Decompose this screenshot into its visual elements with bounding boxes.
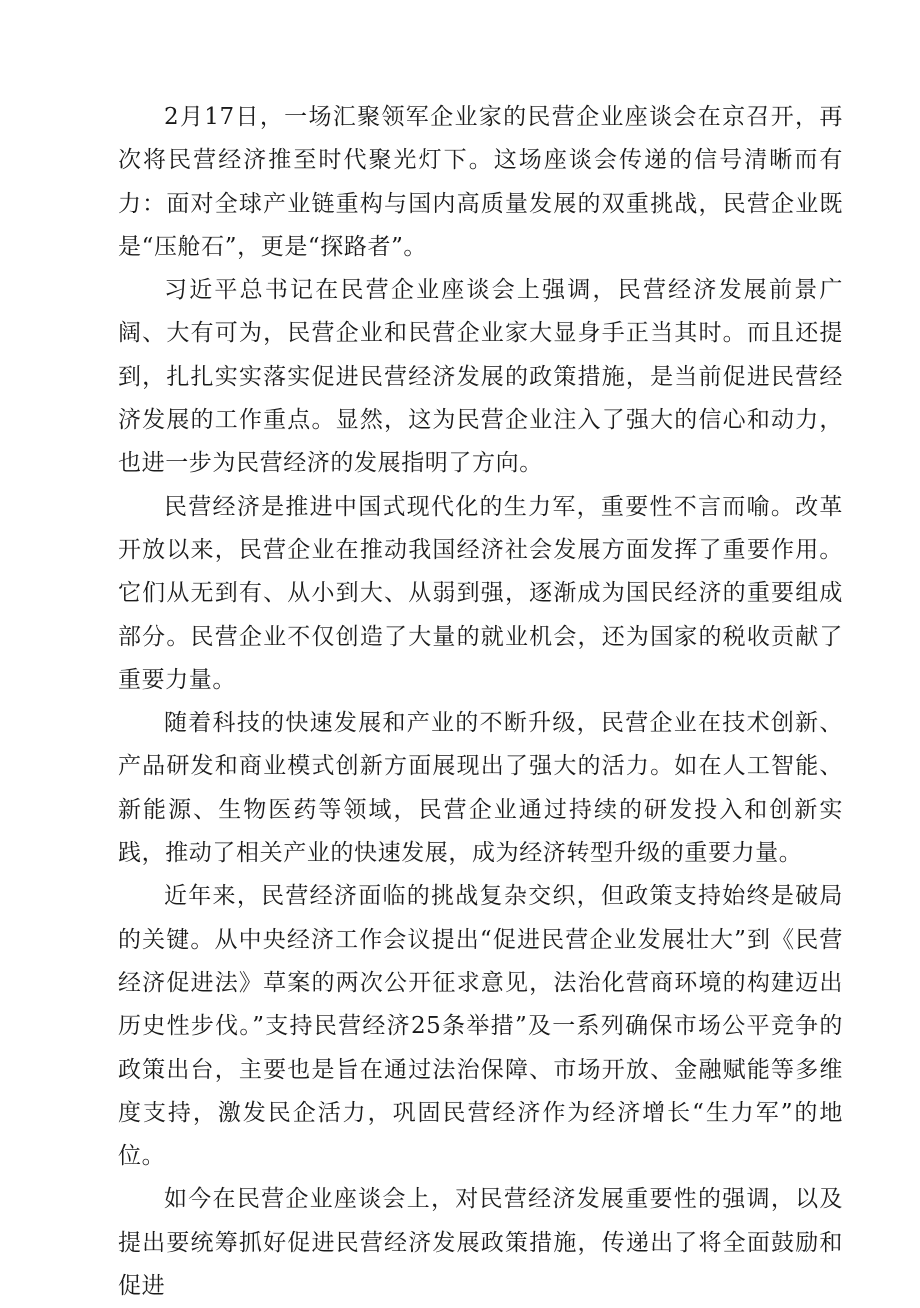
paragraph-5: 近年来，民营经济面临的挑战复杂交织，但政策支持始终是破局的关键。从中央经济工作会议提出“促进民营企业发展壮大”到《民营经济促进法》草案的两次公开征求意见，法治化营商环境的构建迈出历史性步伐。”支持民营经济25条举措”及一系列确保市场公平竞争的政策出台，主要也是旨在通过法治保障、市场开放、金融赋能等多维度支持，激发民企活力，巩固民营经济作为经济增长“生力军”的地位。 (118, 883, 843, 1170)
paragraph-1: 2月17日，一场汇聚领军企业家的民营企业座谈会在京召开，再次将民营经济推至时代聚光灯下。这场座谈会传递的信号清晰而有力：面对全球产业链重构与国内高质量发展的双重挑战，民营企业既是“压舱石”，更是“探路者”。 (118, 104, 843, 260)
article-body (118, 96, 843, 1308)
paragraph-6: 如今在民营企业座谈会上，对民营经济发展重要性的强调，以及提出要统筹抓好促进民营经济发展政策措施，传递出了将全面鼓励和促进 (118, 1186, 843, 1300)
paragraph-2: 习近平总书记在民营企业座谈会上强调，民营经济发展前景广阔、大有可为，民营企业和民营企业家大显身手正当其时。而且还提到，扎扎实实落实促进民营经济发展的政策措施，是当前促进民营经济发展的工作重点。显然，这为民营企业注入了强大的信心和动力，也进一步为民营经济的发展指明了方向。 (118, 277, 843, 477)
paragraph-3: 民营经济是推进中国式现代化的生力军，重要性不言而喻。改革开放以来，民营企业在推动我国经济社会发展方面发挥了重要作用。它们从无到有、从小到大、从弱到强，逐渐成为国民经济的重要组成部分。民营企业不仅创造了大量的就业机会，还为国家的税收贡献了重要力量。 (118, 493, 843, 693)
paragraph-4: 随着科技的快速发展和产业的不断升级，民营企业在技术创新、产品研发和商业模式创新方面展现出了强大的活力。如在人工智能、新能源、生物医药等领域，民营企业通过持续的研发投入和创新实践，推动了相关产业的快速发展，成为经济转型升级的重要力量。 (118, 710, 843, 867)
